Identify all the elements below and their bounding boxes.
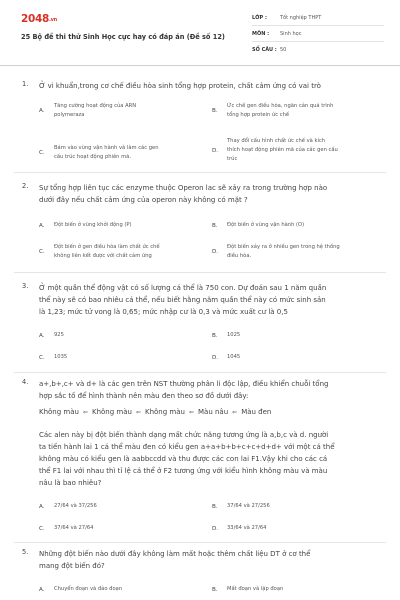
meta-value: Sinh học [280,30,302,37]
option-text: Tăng cường hoạt động của ARN polymeraza [54,103,137,118]
option-b[interactable] [212,585,392,594]
option-letter: B. [212,332,218,339]
question-number: 4. [22,378,29,386]
question-text [39,80,389,92]
question-line: mang đột biến đó? [39,562,105,570]
option-a[interactable] [39,221,209,230]
option-text: Đột biến ở vùng khởi động (P) [54,222,132,228]
question-line: dưới đây nếu chất cảm ứng của operon này không có mặt ? [39,196,248,204]
meta-value: 50 [280,47,287,53]
option-text: 1045 [227,354,241,360]
option-a[interactable] [39,502,209,511]
divider [14,272,386,273]
option-text: Đột biến xảy ra ở nhiều gen trong hệ thống điều hòa. [227,244,340,259]
option-letter: D. [212,147,219,154]
page-header [0,0,400,66]
option-b[interactable] [212,221,392,230]
option-text: Thay đổi cấu hình chất ức chế và kích thích hoạt động phiên mã của các gen cấu trúc [227,138,338,162]
pigment-pathway [39,408,271,416]
meta-label: MÔN : [252,30,270,37]
exam-meta [252,10,384,58]
question-line: ta tiến hành lai 1 cá thể màu đen có kiểu gen a+a+b+b+c+c+d+d+ với một cá thể [39,443,335,451]
question-number: 3. [22,282,29,290]
question-text-continued [39,429,389,489]
option-letter: A. [39,503,45,510]
question-text [39,378,389,402]
option-letter: C. [39,354,45,361]
exam-title: 25 Bộ đề thi thử Sinh Học cực hay có đáp án (Đề số 12) [21,33,225,41]
option-letter: B. [212,586,218,593]
question-line: Những đột biến nào dưới đây không làm mất hoặc thêm chất liệu DT ở cơ thể [39,550,311,558]
option-text: 1025 [227,332,241,338]
option-c[interactable] [39,144,209,162]
site-logo[interactable] [21,13,57,25]
option-d[interactable] [212,353,392,362]
option-letter: A. [39,222,45,229]
question-line: Các alen này bị đột biến thành dạng mất chức năng tương ứng là a,b,c và d. người [39,431,329,439]
option-letter: D. [212,249,219,255]
question-number: 5. [22,548,29,556]
option-letter: B. [212,108,218,114]
option-text: 27/64 và 37/256 [54,503,97,509]
question-line: a+,b+,c+ và d+ là các gen trên NST thường phân li độc lập, điều khiển chuỗi tổng [39,380,329,388]
option-c[interactable] [39,353,209,362]
pathway-arrow-icon: ⇐ [188,408,194,416]
option-letter: D. [212,354,219,361]
question-line: Sự tổng hợp liên tục các enzyme thuộc Operon lac sẽ xảy ra trong trường hợp nào [39,184,328,192]
option-text: Mất đoạn và lặp đoạn [227,586,284,592]
pathway-step: Màu đen [241,408,272,416]
option-text: 37/64 và 27/64 [54,525,94,531]
option-b[interactable] [212,331,392,340]
option-letter: A. [39,586,45,593]
pathway-arrow-icon: ⇐ [232,408,238,416]
option-letter: B. [212,503,218,510]
logo-suffix: .vn [49,17,57,23]
question-line: hợp sắc tố để hình thành nên màu đen theo sơ đồ dưới đây: [39,392,249,400]
option-d[interactable] [212,137,392,164]
question-line: thể này sẽ có bao nhiêu cá thể, nếu biết hằng năm quần thể này có mức sinh sản [39,296,326,304]
option-b[interactable] [212,102,392,120]
option-d[interactable] [212,524,392,533]
pathway-arrow-icon: ⇐ [82,408,88,416]
meta-row-count [252,42,384,58]
divider [14,372,386,373]
question-text [39,182,389,206]
option-letter: C. [39,249,45,255]
question-text [39,548,389,572]
option-c[interactable] [39,243,209,261]
option-a[interactable] [39,331,209,340]
meta-label: LỚP : [252,14,267,21]
option-letter: B. [212,222,218,229]
pathway-step: Không màu [92,408,132,416]
question-line: không màu có kiểu gen là aabbccdd và thu được các con lai F1.Vậy khi cho các cá [39,455,328,463]
option-b[interactable] [212,502,392,511]
pathway-step: Không màu [145,408,185,416]
meta-row-subject [252,26,384,42]
option-d[interactable] [212,243,392,261]
option-text: Ức chế gen điều hòa, ngăn cản quá trình tổng hợp protein ức chế [227,103,334,118]
option-c[interactable] [39,524,209,533]
question-line: Ở một quần thể động vật có số lượng cá thể là 750 con. Dự đoán sau 1 năm quần [39,284,327,292]
option-text: 37/64 và 27/256 [227,503,270,509]
option-a[interactable] [39,102,209,120]
option-text: Chuyển đoạn và đảo đoạn [54,586,123,592]
option-letter: D. [212,525,219,532]
question-number: 2. [22,182,29,190]
option-letter: A. [39,108,45,114]
divider [14,542,386,543]
option-text: 925 [54,332,64,338]
option-letter: C. [39,150,45,156]
question-line: Ở vi khuẩn,trong cơ chế điều hòa sinh tổng hợp protein, chất cảm ứng có vai trò [39,82,321,90]
pathway-step: Không màu [39,408,79,416]
divider [14,172,386,173]
option-text: Đột biến ở gen điều hòa làm chất ức chế không liên kết được với chất cảm ứng [54,244,160,259]
logo-number: 2048 [21,13,50,25]
question-line: nâu là bao nhiêu? [39,479,102,487]
question-text [39,282,389,318]
pathway-step: Màu nâu [198,408,229,416]
option-letter: C. [39,525,45,532]
meta-row-class [252,10,384,26]
question-line: là 1,23; mức tử vong là 0,65; mức nhập cư là 0,3 và mức xuất cư là 0,5 [39,308,288,316]
option-text: 33/64 và 27/64 [227,525,267,531]
pathway-arrow-icon: ⇐ [135,408,141,416]
option-text: Bám vào vùng vận hành và làm các gen cấu trúc hoạt động phiên mã. [54,145,159,160]
option-letter: A. [39,332,45,339]
option-text: 1035 [54,354,68,360]
meta-label: SỐ CÂU : [252,47,277,53]
option-a[interactable] [39,585,209,594]
meta-value: Tốt nghiệp THPT [280,14,322,21]
option-text: Đột biến ở vùng vận hành (O) [227,222,305,228]
question-number: 1. [22,80,29,88]
question-line: thể F1 lai với nhau thì tỉ lệ cá thể ở F2 tương ứng với kiểu hình không màu và màu [39,467,328,475]
